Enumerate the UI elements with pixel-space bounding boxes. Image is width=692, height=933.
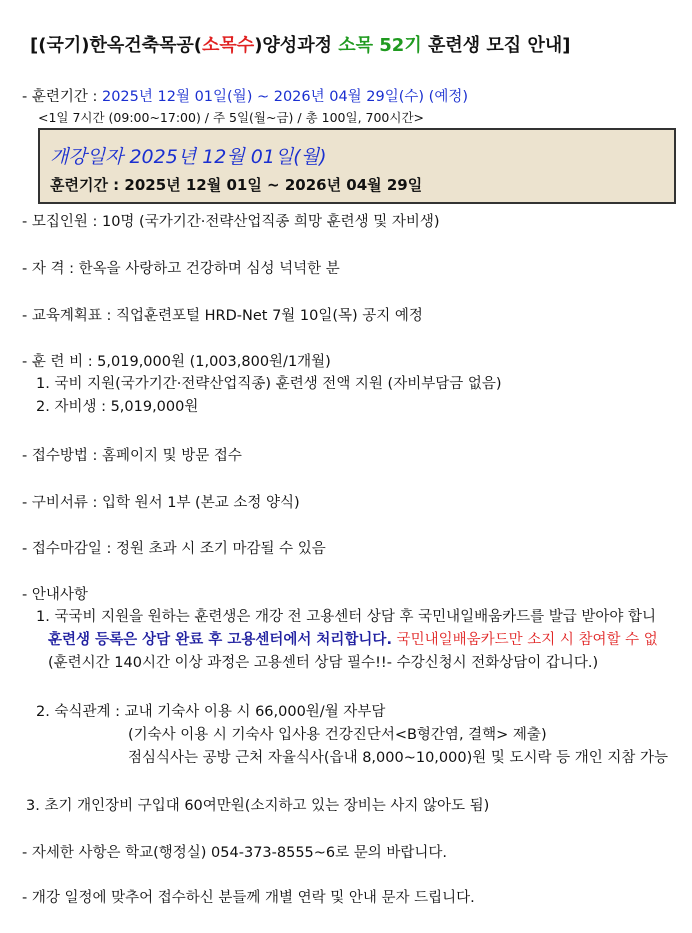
training-fee-item-2: 2. 자비생 : 5,019,000원 — [36, 399, 199, 415]
page-title — [30, 34, 570, 58]
recruit-count: - 모집인원 : 10명 (국가기간·전략산업직종 희망 훈련생 및 자비생) — [22, 214, 440, 230]
training-period — [22, 87, 468, 107]
qualification: - 자 격 : 한옥을 사랑하고 건강하며 심성 넉넉한 분 — [22, 261, 340, 277]
title-prefix: [(국기)한옥건축목공( — [30, 35, 203, 56]
contact-info: - 자세한 사항은 학교(행정실) 054-373-8555~6로 문의 바랍니다. — [22, 845, 448, 861]
education-plan: - 교육계획표 : 직업훈련포털 HRD-Net 7월 10일(목) 공지 예정 — [22, 308, 423, 324]
application-method: - 접수방법 : 홈페이지 및 방문 접수 — [22, 448, 242, 464]
notice-item-2-line-3: 점심식사는 공방 근처 자율식사(읍내 8,000~10,000)원 및 도시락 등 개인 지참 가능 — [128, 750, 668, 766]
notice-heading: - 안내사항 — [22, 587, 88, 603]
training-fee: - 훈 련 비 : 5,019,000원 (1,003,800원/1개월) — [22, 354, 331, 370]
training-period-note: <1일 7시간 (09:00~17:00) / 주 5일(월~금) / 총 100일, 700시간> — [38, 110, 425, 125]
notice-item-1-line-1: 1. 국국비 지원을 원하는 훈련생은 개강 전 고용센터 상담 후 국민내일배움카드를 발급 받아야 합니 — [36, 609, 657, 625]
title-somoksu: 소목수 — [202, 35, 255, 56]
required-documents: - 구비서류 : 입학 원서 1부 (본교 소정 양식) — [22, 495, 300, 511]
notice-item-2-line-1: 2. 숙식관계 : 교내 기숙사 이용 시 66,000원/월 자부담 — [36, 704, 386, 720]
training-period-value: 2025년 12월 01일(월) ~ 2026년 04월 29일(수) (예정) — [101, 89, 469, 105]
notice-item-1-blue: 훈련생 등록은 상담 완료 후 고용센터에서 처리합니다. — [48, 632, 392, 648]
training-period-label: - 훈련기간 : — [22, 89, 102, 105]
title-batch: 소목 52기 — [338, 35, 422, 56]
title-suffix: 훈련생 모집 안내] — [421, 35, 571, 56]
training-fee-item-1: 1. 국비 지원(국가기간·전략산업직종) 훈련생 전액 지원 (자비부담금 없음) — [36, 376, 502, 392]
opening-date-title: 개강일자 2025년 12월 01일(월) — [50, 146, 327, 168]
notice-item-1-line-2 — [48, 630, 658, 650]
title-mid: )양성과정 — [254, 35, 339, 56]
opening-date-period: 훈련기간 : 2025년 12월 01일 ~ 2026년 04월 29일 — [50, 176, 423, 194]
notice-item-3: 3. 초기 개인장비 구입대 60여만원(소지하고 있는 장비는 사지 않아도 됨) — [26, 798, 490, 814]
notice-item-1-red: 국민내일배움카드만 소지 시 참여할 수 없 — [391, 632, 658, 648]
notice-item-2-line-2: (기숙사 이용 시 기숙사 입사용 건강진단서<B형간염, 결핵> 제출) — [128, 727, 547, 743]
follow-up-notice: - 개강 일정에 맞추어 접수하신 분들께 개별 연락 및 안내 문자 드립니다. — [22, 890, 475, 906]
notice-item-1-line-3: (훈련시간 140시간 이상 과정은 고용센터 상담 필수!!- 수강신청시 전화상담이 갑니다.) — [48, 655, 599, 671]
application-deadline: - 접수마감일 : 정원 초과 시 조기 마감될 수 있음 — [22, 541, 326, 557]
opening-date-box — [38, 128, 676, 204]
